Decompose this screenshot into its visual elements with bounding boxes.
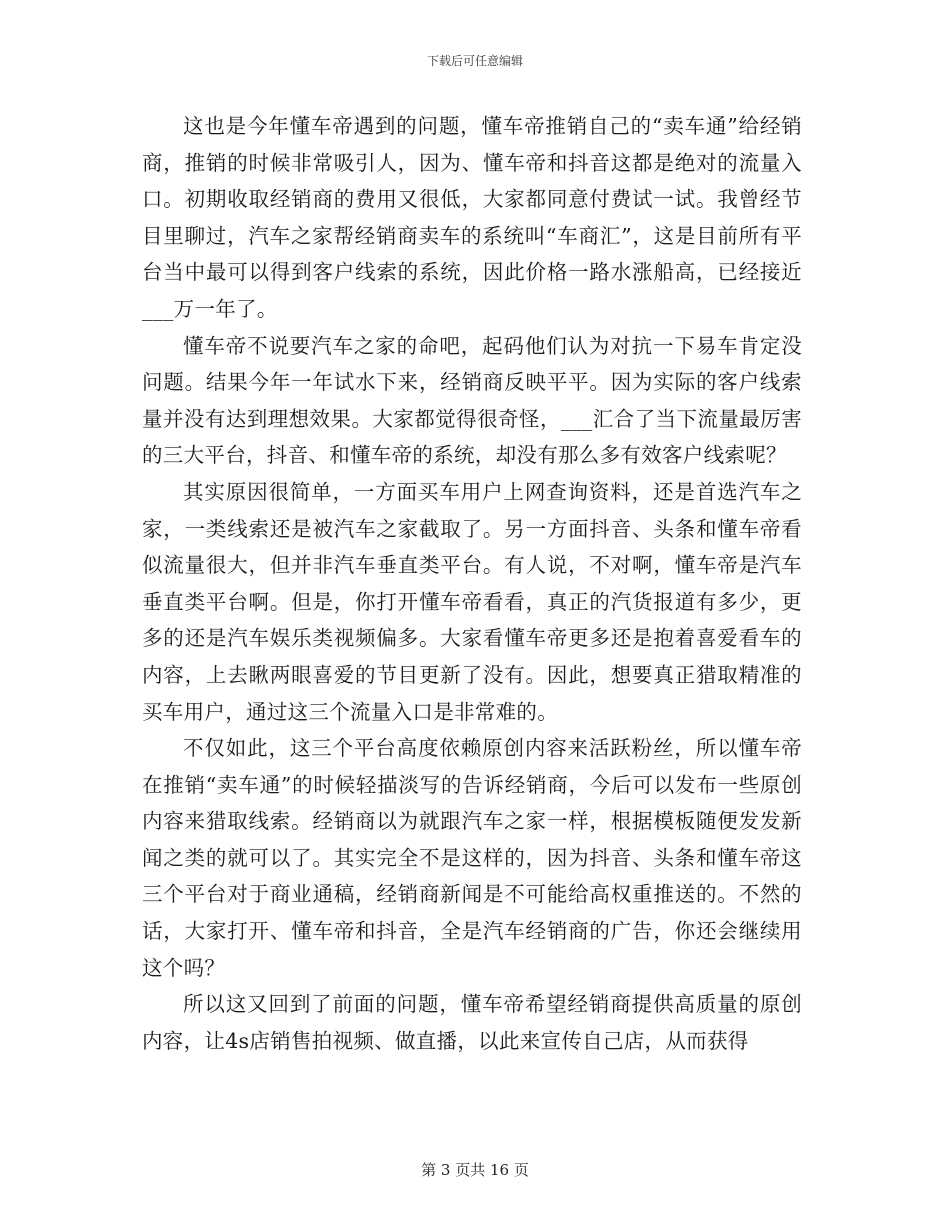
paragraph-2: 懂车帝不说要汽车之家的命吧，起码他们认为对抗一下易车肯定没问题。结果今年一年试水下来，经销商反映平平。因为实际的客户线索量并没有达到理想效果。大家都觉得很奇怪，___汇合了当下流量最厉害的三大平台，抖音、和懂车帝的系统，却没有那么多有效客户线索呢？: [142, 333, 802, 468]
page-header: 下载后可任意编辑: [426, 54, 523, 68]
paragraph-1: 这也是今年懂车帝遇到的问题，懂车帝推销自己的“卖车通”给经销商，推销的时候非常吸引人，因为、懂车帝和抖音这都是绝对的流量入口。初期收取经销商的费用又很低，大家都同意付费试一试。我曾经节目里聊过，汽车之家帮经销商卖车的系统叫“车商汇”，这是目前所有平台当中最可以得到客户线索的系统，因此价格一路水涨船高，已经接近___万一年了。: [142, 114, 802, 321]
document-body: [142, 108, 802, 1059]
page-number: 第 3 页共 16 页: [421, 1161, 529, 1179]
paragraph-4: 不仅如此，这三个平台高度依赖原创内容来活跃粉丝，所以懂车帝在推销“卖车通”的时候轻描淡写的告诉经销商，今后可以发布一些原创内容来猎取线索。经销商以为就跟汽车之家一样，根据模板随便发发新闻之类的就可以了。其实完全不是这样的，因为抖音、头条和懂车帝这三个平台对于商业通稿，经销商新闻是不可能给高权重推送的。不然的话，大家打开、懂车帝和抖音，全是汽车经销商的广告，你还会继续用这个吗？: [142, 736, 802, 980]
paragraph-3: 其实原因很简单，一方面买车用户上网查询资料，还是首选汽车之家，一类线索还是被汽车之家截取了。另一方面抖音、头条和懂车帝看似流量很大，但并非汽车垂直类平台。有人说，不对啊，懂车帝是汽车垂直类平台啊。但是，你打开懂车帝看看，真正的汽货报道有多少，更多的还是汽车娱乐类视频偏多。大家看懂车帝更多还是抱着喜爱看车的内容，上去瞅两眼喜爱的节目更新了没有。因此，想要真正猎取精准的买车用户，通过这三个流量入口是非常难的。: [142, 479, 802, 724]
paragraph-5: 所以这又回到了前面的问题，懂车帝希望经销商提供高质量的原创内容，让4s店销售拍视频、做直播，以此来宣传自己店，从而获得: [142, 992, 802, 1053]
